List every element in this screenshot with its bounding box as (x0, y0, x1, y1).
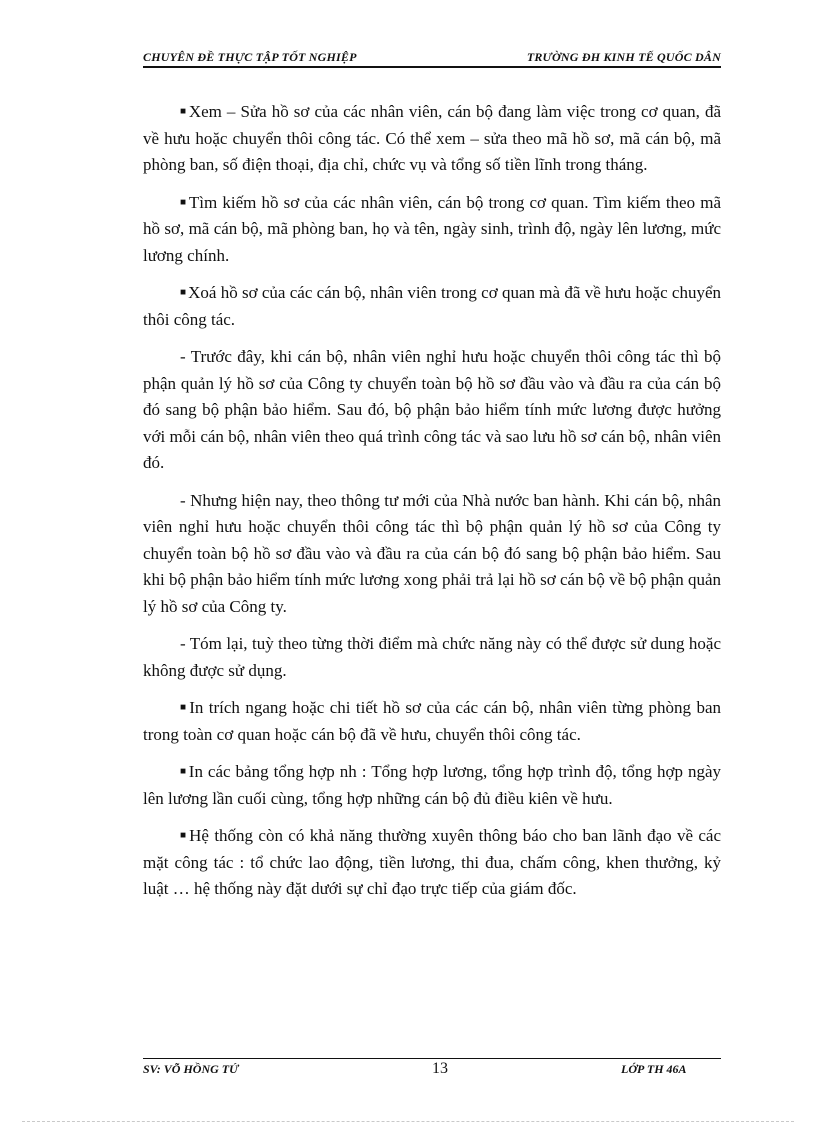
paragraph-text: Xoá hồ sơ của các cán bộ, nhân viên trong cơ quan mà đã về hưu hoặc chuyển thôi công tác. (143, 283, 721, 329)
square-bullet-icon: ■ (180, 106, 187, 117)
header-left-title: CHUYÊN ĐỀ THỰC TẬP TỐT NGHIỆP (143, 50, 357, 64)
footer-divider (143, 1058, 721, 1059)
paragraph-system-notify (143, 823, 721, 903)
footer-student-name: SV: VÕ HỒNG TỨ (143, 1062, 239, 1076)
square-bullet-icon: ■ (180, 702, 188, 713)
document-body (143, 99, 721, 914)
paragraph-text: In các bảng tổng hợp nh : Tổng hợp lương, tổng hợp trình độ, tổng hợp ngày lên lương lần cuối cùng, tổng hợp những cán bộ đủ điều kiên về hưu. (143, 762, 721, 808)
square-bullet-icon: ■ (180, 766, 187, 777)
paragraph-previously: - Trước đây, khi cán bộ, nhân viên nghỉ hưu hoặc chuyển thôi công tác thì bộ phận quản lý hồ sơ của Công ty chuyển toàn bộ hồ sơ đầu vào và đầu ra của cán bộ đó sang bộ phận bảo hiểm. Sau đó, bộ phận bảo hiểm tính mức lương được hưởng với mỗi cán bộ, nhân viên theo quá trình công tác và sao lưu hồ sơ cán bộ, nhân viên đó. (143, 347, 721, 472)
page-header (143, 48, 721, 66)
square-bullet-icon: ■ (180, 287, 187, 298)
page-footer (143, 1060, 721, 1080)
page-edge-divider (22, 1121, 794, 1122)
header-right-title: TRƯỜNG ĐH KINH TẾ QUỐC DÂN (526, 50, 721, 64)
paragraph-delete (143, 280, 721, 333)
paragraph-print-reports (143, 759, 721, 812)
paragraph-text: Tìm kiếm hồ sơ của các nhân viên, cán bộ trong cơ quan. Tìm kiếm theo mã hồ sơ, mã cán bộ, mã phòng ban, họ và tên, ngày sinh, trình độ, ngày lên lương, mức lương chính. (143, 192, 721, 265)
paragraph-text: Xem – Sửa hồ sơ của các nhân viên, cán bộ đang làm việc trong cơ quan, đã về hưu hoặc chuyển thôi công tác. Có thể xem – sửa theo mã hồ sơ, mã cán bộ, mã phòng ban, số điện thoại, địa chỉ, chức vụ và tổng số tiền lĩnh trong tháng. (143, 102, 721, 174)
paragraph-summary: - Tóm lại, tuỳ theo từng thời điểm mà chức năng này có thể được sử dung hoặc không được sử dụng. (143, 634, 721, 680)
paragraph-text: In trích ngang hoặc chi tiết hồ sơ của các cán bộ, nhân viên từng phòng ban trong toàn cơ quan hoặc cán bộ đã về hưu, chuyển thôi công tác. (143, 698, 722, 744)
square-bullet-icon: ■ (180, 830, 188, 841)
paragraph-currently: - Nhưng hiện nay, theo thông tư mới của Nhà nước ban hành. Khi cán bộ, nhân viên nghỉ hưu hoặc chuyển thôi công tác thì bộ phận quản lý hồ sơ của Công ty chuyển toàn bộ hồ sơ đầu vào và đầu ra của cán bộ đó sang bộ phận bảo hiểm. Sau khi bộ phận bảo hiểm tính mức lương xong phải trả lại hồ sơ cán bộ về bộ phận quản lý hồ sơ của Công ty. (143, 490, 721, 616)
footer-page-number: 13 (432, 1060, 448, 1077)
footer-class: LỚP TH 46A (621, 1062, 687, 1076)
paragraph-search (143, 190, 721, 270)
paragraph-print-records (143, 695, 721, 748)
paragraph-text: Hệ thống còn có khả năng thường xuyên thông báo cho ban lãnh đạo về các mặt công tác : tổ chức lao động, tiền lương, thi đua, chấm công, khen thưởng, kỷ luật … hệ thống này đặt dưới sự chỉ đạo trực tiếp của giám đốc. (143, 826, 721, 898)
paragraph-view-edit (143, 99, 721, 179)
square-bullet-icon: ■ (180, 196, 187, 208)
header-divider (143, 66, 721, 68)
